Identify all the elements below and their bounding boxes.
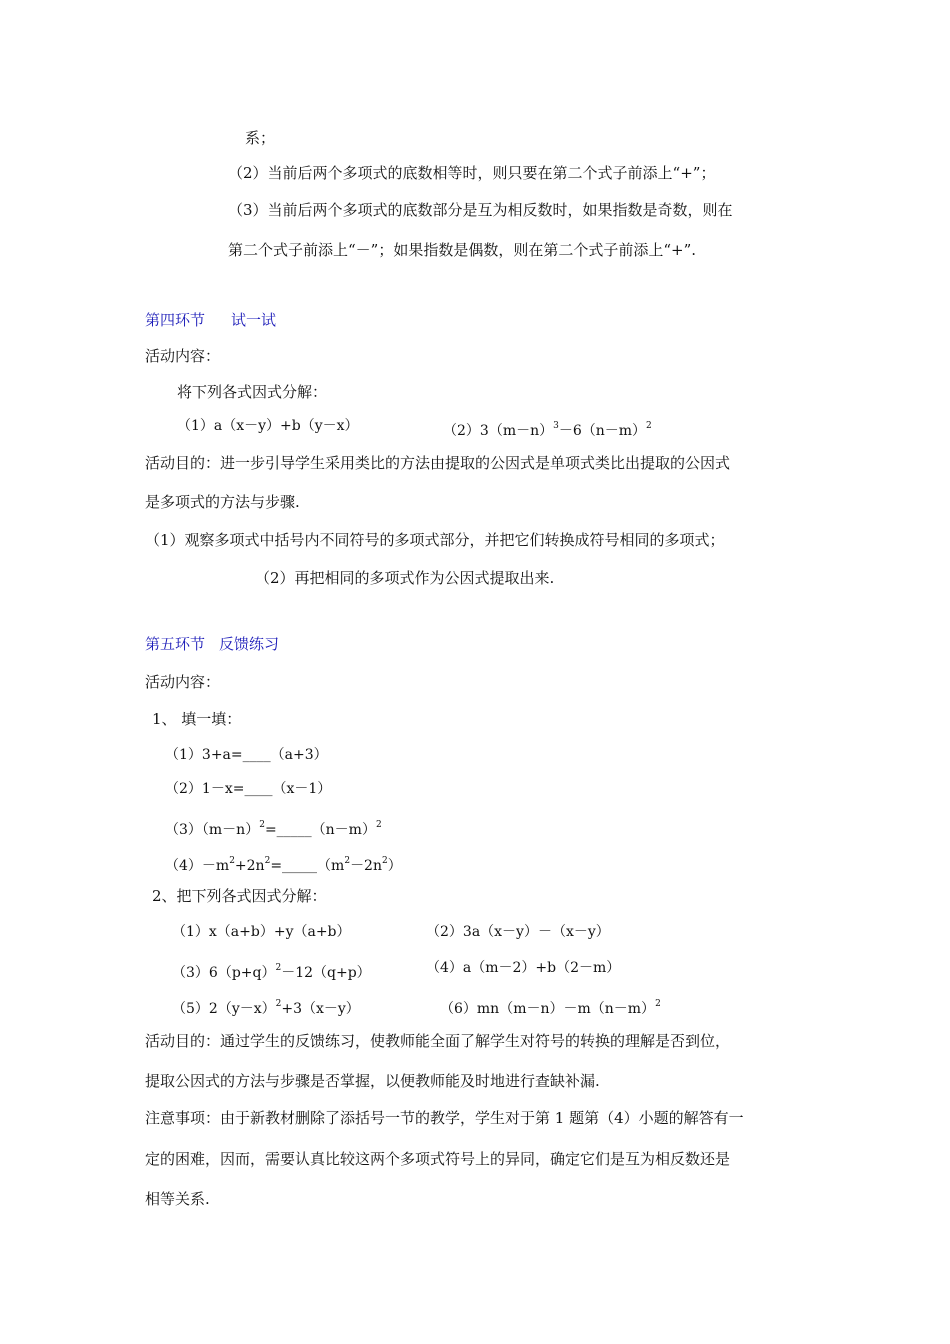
step-line: （2）再把相同的多项式作为公因式提取出来. [255, 569, 555, 587]
section-title: 试一试 [231, 311, 277, 329]
exercise-1: （1）a（x－y）+b（y－x） [177, 418, 359, 434]
content-label: 活动内容： [145, 673, 221, 691]
factor-item: （2）3a（x－y）－（x－y） [426, 924, 610, 940]
factor-item: $(6)mn(m-n)-m(n-m)^2$ [440, 999, 661, 1017]
section-heading [145, 634, 279, 654]
factor-item: （4）a（m－2）+b（2－m） [426, 960, 621, 976]
purpose-line: 是多项式的方法与步骤. [145, 493, 300, 511]
purpose-line: 活动目的：通过学生的反馈练习，使教师能全面了解学生对符号的转换的理解是否到位， [145, 1032, 731, 1050]
fill-item: $(3)(m-n)^2=\_\_\_\_\_(n-m)^2$ [165, 820, 382, 838]
fill-item: （1）3+a=____（a+3） [165, 747, 328, 763]
purpose-line: 提取公因式的方法与步骤是否掌握，以便教师能及时地进行查缺补漏. [145, 1072, 600, 1090]
exercise-2: $(2)3(m-n)^3-6(n-m)^2$ [443, 421, 652, 439]
question-title: 2、把下列各式因式分解： [152, 887, 327, 905]
fill-item: （2）1－x=____（x－1） [165, 781, 332, 797]
task-text: 将下列各式因式分解： [177, 383, 328, 401]
text-line: （2）当前后两个多项式的底数相等时，则只要在第二个式子前添上“+”； [228, 164, 716, 182]
note-line: 定的困难，因而，需要认真比较这两个多项式符号上的异同，确定它们是互为相反数还是 [145, 1150, 731, 1168]
section-number: 第五环节 [145, 635, 206, 653]
text-line: （3）当前后两个多项式的底数部分是互为相反数时，如果指数是奇数，则在 [228, 201, 733, 219]
question-title: 1、 填一填： [152, 710, 242, 728]
note-line: 注意事项：由于新教材删除了添括号一节的教学，学生对于第 1 题第（4）小题的解答有一 [145, 1109, 744, 1127]
content-label: 活动内容： [145, 347, 221, 365]
purpose-line: 活动目的：进一步引导学生采用类比的方法由提取的公因式是单项式类比出提取的公因式 [145, 454, 731, 472]
factor-item: $(3)6(p+q)^2-12(q+p)$ [172, 963, 371, 981]
text-line: 第二个式子前添上“－”；如果指数是偶数，则在第二个式子前添上“+”. [228, 241, 697, 259]
text-line: 系； [245, 129, 276, 147]
section-title: 反馈练习 [219, 635, 280, 653]
factor-item: $(5)2(y-x)^2+3(x-y)$ [172, 999, 360, 1017]
factor-item: （1）x（a+b）+y（a+b） [172, 924, 351, 940]
fill-item: $(4)-m^2+2n^2=\_\_\_\_\_(m^2-2n^2)$ [165, 856, 402, 874]
section-number: 第四环节 [145, 311, 206, 329]
note-line: 相等关系. [145, 1190, 210, 1208]
section-heading [145, 310, 276, 330]
step-line: （1）观察多项式中括号内不同符号的多项式部分，并把它们转换成符号相同的多项式； [145, 531, 725, 549]
